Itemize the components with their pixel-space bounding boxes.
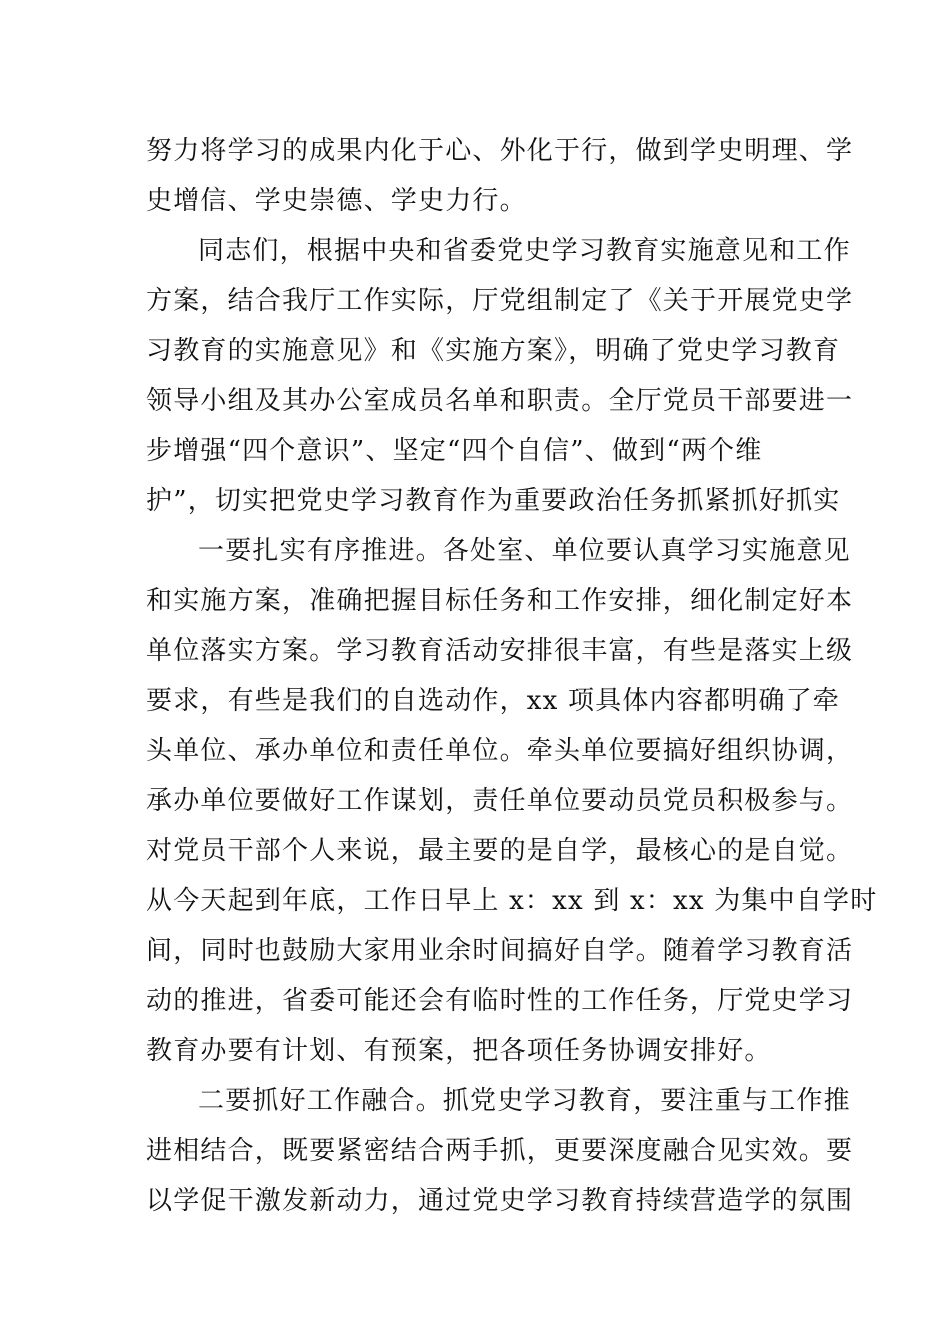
text-line: 习教育的实施意见》和《实施方案》，明确了党史学习教育 [146, 336, 841, 366]
text-line: 承办单位要做好工作谋划，责任单位要动员党员积极参与。 [146, 786, 854, 816]
text-line: 领导小组及其办公室成员名单和职责。全厅党员干部要进一 [146, 386, 854, 416]
text-line: 方案，结合我厅工作实际，厅党组制定了《关于开展党史学 [146, 286, 854, 316]
paragraph-start-line: 同志们，根据中央和省委党史学习教育实施意见和工作 [198, 236, 851, 266]
text-line: 史增信、学史崇德、学史力行。 [146, 186, 527, 216]
text-line: 和实施方案，准确把握目标任务和工作安排，细化制定好本 [146, 586, 854, 616]
text-line: 动的推进，省委可能还会有临时性的工作任务，厅党史学习 [146, 986, 854, 1016]
text-line: 头单位、承办单位和责任单位。牵头单位要搞好组织协调， [146, 736, 854, 766]
text-line: 对党员干部个人来说，最主要的是自学，最核心的是自觉。 [146, 836, 854, 866]
text-line: 单位落实方案。学习教育活动安排很丰富，有些是落实上级 [146, 636, 854, 666]
text-line: 教育办要有计划、有预案，把各项任务协调安排好。 [146, 1036, 772, 1066]
text-line: 步增强“四个意识”、坚定“四个自信”、做到“两个维 [146, 436, 763, 466]
paragraph-start-line: 二要抓好工作融合。抓党史学习教育，要注重与工作推 [198, 1086, 851, 1116]
text-line: 要求，有些是我们的自选动作，xx 项具体内容都明确了牵 [146, 686, 840, 716]
text-line: 努力将学习的成果内化于心、外化于行，做到学史明理、学 [146, 136, 854, 166]
text-line: 间，同时也鼓励大家用业余时间搞好自学。随着学习教育活 [146, 936, 854, 966]
text-line: 以学促干激发新动力，通过党史学习教育持续营造学的氛围 [146, 1186, 854, 1216]
text-line: 护”，切实把党史学习教育作为重要政治任务抓紧抓好抓实 [146, 486, 841, 516]
text-line: 从今天起到年底，工作日早上 x：xx 到 x：xx 为集中自学时 [146, 886, 878, 916]
paragraph-start-line: 一要扎实有序推进。各处室、单位要认真学习实施意见 [198, 536, 851, 566]
text-line: 进相结合，既要紧密结合两手抓，更要深度融合见实效。要 [146, 1136, 854, 1166]
